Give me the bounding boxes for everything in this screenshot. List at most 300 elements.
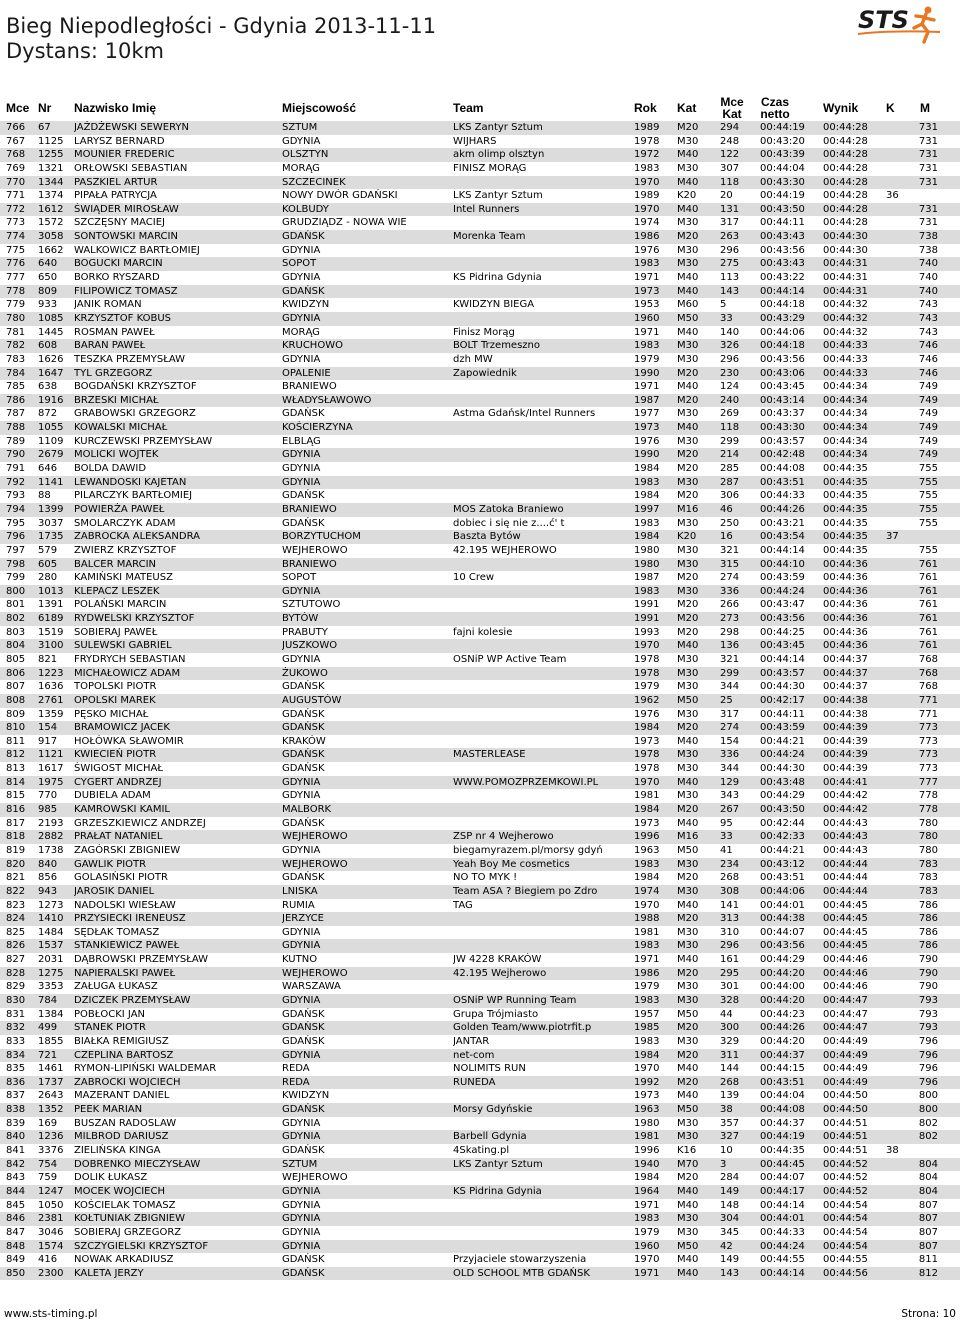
cell-m-place: 749 bbox=[918, 435, 938, 447]
cell-name: WALKOWICZ BARTŁOMIEJ bbox=[74, 244, 200, 256]
cell-place: 808 bbox=[6, 694, 26, 706]
cell-bib: 1085 bbox=[38, 312, 64, 324]
table-row bbox=[0, 135, 960, 149]
cell-m-place: 755 bbox=[918, 503, 938, 515]
cell-place: 838 bbox=[6, 1104, 26, 1116]
cell-name: LEWANDOSKI KAJETAN bbox=[74, 476, 187, 488]
cell-category-place: 357 bbox=[720, 1117, 740, 1129]
cell-name: RYDWELSKI KRZYSZTOF bbox=[74, 613, 195, 625]
cell-net-time: 00:44:29 bbox=[760, 790, 805, 802]
cell-category: M30 bbox=[677, 940, 699, 952]
cell-year: 1983 bbox=[634, 340, 660, 352]
col-header-mce-kat-line2: Kat bbox=[722, 107, 742, 121]
cell-m-place: 746 bbox=[918, 353, 938, 365]
cell-net-time: 00:44:20 bbox=[760, 995, 805, 1006]
cell-bib: 1384 bbox=[38, 1008, 64, 1020]
cell-year: 1984 bbox=[634, 872, 660, 884]
cell-category: M16 bbox=[677, 503, 699, 515]
cell-bib: 88 bbox=[38, 490, 51, 502]
cell-year: 1983 bbox=[634, 517, 660, 529]
cell-category: M30 bbox=[677, 435, 699, 447]
table-row bbox=[0, 558, 960, 572]
table-row bbox=[0, 530, 960, 544]
cell-bib: 6189 bbox=[38, 613, 64, 625]
cell-team: LKS Zantyr Sztum bbox=[453, 122, 543, 133]
cell-category-place: 118 bbox=[720, 422, 740, 434]
cell-name: MOLICKI WOJTEK bbox=[74, 449, 159, 461]
table-row bbox=[0, 1130, 960, 1144]
cell-year: 1976 bbox=[634, 435, 660, 447]
cell-place: 839 bbox=[6, 1117, 26, 1129]
cell-name: KOWALSKI MICHAŁ bbox=[74, 422, 168, 434]
cell-m-place: 761 bbox=[918, 626, 938, 638]
cell-result: 00:44:52 bbox=[823, 1185, 868, 1197]
table-row bbox=[0, 735, 960, 749]
cell-net-time: 00:42:48 bbox=[760, 449, 805, 461]
cell-city: OLSZTYN bbox=[282, 149, 329, 161]
cell-year: 1978 bbox=[634, 653, 660, 665]
table-row bbox=[0, 721, 960, 735]
cell-result: 00:44:47 bbox=[823, 995, 868, 1006]
cell-net-time: 00:44:00 bbox=[760, 981, 805, 993]
cell-place: 787 bbox=[6, 408, 26, 420]
cell-year: 1992 bbox=[634, 1076, 660, 1088]
table-row bbox=[0, 271, 960, 285]
cell-place: 780 bbox=[6, 312, 26, 324]
cell-bib: 1519 bbox=[38, 626, 64, 638]
cell-m-place: 793 bbox=[918, 1022, 938, 1034]
table-row bbox=[0, 148, 960, 162]
cell-city: GDAŃSK bbox=[282, 490, 325, 502]
cell-category-place: 161 bbox=[720, 954, 740, 966]
cell-name: KRZYSZTOF KOBUS bbox=[74, 312, 171, 324]
cell-category-place: 230 bbox=[720, 367, 740, 379]
cell-category: M20 bbox=[677, 1049, 699, 1061]
cell-category-place: 25 bbox=[720, 694, 733, 706]
cell-place: 768 bbox=[6, 149, 26, 161]
cell-net-time: 00:44:29 bbox=[760, 954, 805, 966]
cell-m-place: 773 bbox=[918, 763, 938, 775]
cell-place: 822 bbox=[6, 885, 26, 897]
cell-place: 850 bbox=[6, 1267, 26, 1279]
cell-year: 1970 bbox=[634, 203, 660, 215]
cell-place: 814 bbox=[6, 776, 26, 788]
cell-category: M20 bbox=[677, 599, 699, 611]
table-row bbox=[0, 830, 960, 844]
cell-category: M30 bbox=[677, 162, 699, 174]
cell-year: 1973 bbox=[634, 285, 660, 297]
cell-category: M30 bbox=[677, 708, 699, 720]
cell-bib: 1247 bbox=[38, 1185, 64, 1197]
cell-net-time: 00:44:15 bbox=[760, 1063, 805, 1075]
cell-net-time: 00:44:17 bbox=[760, 1185, 805, 1197]
cell-place: 815 bbox=[6, 790, 26, 802]
cell-category: M50 bbox=[677, 1240, 699, 1252]
cell-year: 1984 bbox=[634, 722, 660, 734]
cell-city: REDA bbox=[282, 1063, 310, 1075]
cell-place: 792 bbox=[6, 476, 26, 488]
cell-name: BRAMOWICZ JACEK bbox=[74, 722, 170, 734]
cell-category: M30 bbox=[677, 340, 699, 352]
cell-year: 1960 bbox=[634, 1240, 660, 1252]
cell-bib: 1617 bbox=[38, 763, 64, 775]
cell-net-time: 00:43:56 bbox=[760, 353, 805, 365]
cell-year: 1957 bbox=[634, 1008, 660, 1020]
cell-city: BRANIEWO bbox=[282, 503, 337, 515]
cell-category: M30 bbox=[677, 408, 699, 420]
cell-place: 790 bbox=[6, 449, 26, 461]
cell-m-place: 738 bbox=[918, 244, 938, 256]
table-row bbox=[0, 1089, 960, 1103]
cell-year: 1986 bbox=[634, 967, 660, 979]
footer-url[interactable]: www.sts-timing.pl bbox=[4, 1308, 98, 1320]
cell-team: Yeah Boy Me cosmetics bbox=[453, 858, 570, 870]
cell-bib: 169 bbox=[38, 1117, 58, 1129]
cell-bib: 280 bbox=[38, 572, 58, 584]
cell-net-time: 00:43:56 bbox=[760, 613, 805, 625]
cell-category-place: 344 bbox=[720, 681, 740, 693]
cell-bib: 2031 bbox=[38, 954, 64, 966]
cell-year: 1983 bbox=[634, 858, 660, 870]
cell-place: 781 bbox=[6, 326, 26, 338]
cell-result: 00:44:43 bbox=[823, 844, 868, 856]
cell-result: 00:44:36 bbox=[823, 599, 868, 611]
cell-result: 00:44:50 bbox=[823, 1104, 868, 1116]
cell-category: M16 bbox=[677, 831, 699, 843]
cell-category-place: 269 bbox=[720, 408, 740, 420]
cell-category: M40 bbox=[677, 817, 699, 829]
cell-m-place: 731 bbox=[918, 162, 938, 174]
table-row bbox=[0, 1049, 960, 1063]
table-row bbox=[0, 312, 960, 326]
cell-m-place: 783 bbox=[918, 872, 938, 884]
cell-net-time: 00:44:18 bbox=[760, 299, 805, 311]
page-title: Bieg Niepodległości - Gdynia 2013-11-11 bbox=[6, 14, 437, 38]
cell-result: 00:44:35 bbox=[823, 531, 868, 543]
cell-year: 1971 bbox=[634, 1199, 660, 1211]
cell-name: MICHAŁOWICZ ADAM bbox=[74, 667, 181, 679]
table-row bbox=[0, 1144, 960, 1158]
cell-m-place: 802 bbox=[918, 1117, 938, 1129]
cell-place: 813 bbox=[6, 763, 26, 775]
cell-name: ZIELIŃSKA KINGA bbox=[74, 1145, 161, 1157]
cell-city: BRANIEWO bbox=[282, 558, 337, 570]
cell-net-time: 00:44:38 bbox=[760, 913, 805, 925]
cell-place: 801 bbox=[6, 599, 26, 611]
table-row bbox=[0, 1185, 960, 1199]
cell-name: BALCER MARCIN bbox=[74, 558, 157, 570]
cell-category-place: 300 bbox=[720, 1022, 740, 1034]
cell-category: M20 bbox=[677, 463, 699, 475]
cell-city: BRANIEWO bbox=[282, 381, 337, 393]
cell-result: 00:44:51 bbox=[823, 1145, 868, 1157]
cell-city: GDYNIA bbox=[282, 995, 321, 1006]
cell-team: Barbell Gdynia bbox=[453, 1131, 527, 1143]
cell-category: M20 bbox=[677, 122, 699, 133]
cell-city: BYTÓW bbox=[282, 613, 319, 625]
cell-name: DĄBROWSKI PRZEMYSŁAW bbox=[74, 954, 208, 966]
cell-category: M30 bbox=[677, 558, 699, 570]
cell-category-place: 315 bbox=[720, 558, 740, 570]
cell-place: 824 bbox=[6, 913, 26, 925]
cell-name: SĘDŁAK TOMASZ bbox=[74, 926, 160, 938]
cell-team: 42.195 Wejherowo bbox=[453, 967, 547, 979]
cell-m-place: 746 bbox=[918, 367, 938, 379]
cell-name: BRZESKI MICHAŁ bbox=[74, 394, 159, 406]
table-row bbox=[0, 585, 960, 599]
cell-m-place: 731 bbox=[918, 217, 938, 229]
table-row bbox=[0, 230, 960, 244]
col-header-m: M bbox=[920, 101, 930, 115]
cell-place: 833 bbox=[6, 1035, 26, 1047]
cell-place: 785 bbox=[6, 381, 26, 393]
cell-team: KWIDZYN BIEGA bbox=[453, 299, 535, 311]
cell-result: 00:44:28 bbox=[823, 176, 868, 188]
cell-net-time: 00:43:59 bbox=[760, 722, 805, 734]
table-row bbox=[0, 189, 960, 203]
table-row bbox=[0, 162, 960, 176]
cell-result: 00:44:36 bbox=[823, 613, 868, 625]
cell-result: 00:44:51 bbox=[823, 1117, 868, 1129]
cell-name: STANEK PIOTR bbox=[74, 1022, 146, 1034]
cell-year: 1991 bbox=[634, 613, 660, 625]
cell-city: GDAŃSK bbox=[282, 1254, 325, 1266]
cell-year: 1984 bbox=[634, 531, 660, 543]
cell-place: 766 bbox=[6, 122, 26, 133]
cell-year: 1983 bbox=[634, 585, 660, 597]
cell-m-place: 749 bbox=[918, 408, 938, 420]
cell-category: M40 bbox=[677, 1090, 699, 1102]
cell-name: KOŚCIELAK TOMASZ bbox=[74, 1199, 176, 1211]
cell-team: Team ASA ? Biegiem po Zdro bbox=[453, 885, 598, 897]
cell-year: 1984 bbox=[634, 490, 660, 502]
cell-result: 00:44:50 bbox=[823, 1090, 868, 1102]
cell-category-place: 328 bbox=[720, 995, 740, 1006]
cell-m-place: 761 bbox=[918, 572, 938, 584]
cell-category: M30 bbox=[677, 981, 699, 993]
cell-m-place: 780 bbox=[918, 817, 938, 829]
cell-name: SZCZYGIELSKI KRZYSZTOF bbox=[74, 1240, 209, 1252]
cell-category-place: 38 bbox=[720, 1104, 733, 1116]
cell-year: 1979 bbox=[634, 681, 660, 693]
cell-result: 00:44:32 bbox=[823, 299, 868, 311]
table-row bbox=[0, 967, 960, 981]
table-row bbox=[0, 926, 960, 940]
cell-place: 784 bbox=[6, 367, 26, 379]
cell-m-place: 740 bbox=[918, 285, 938, 297]
cell-net-time: 00:44:19 bbox=[760, 1131, 805, 1143]
cell-m-place: 771 bbox=[918, 694, 938, 706]
cell-place: 840 bbox=[6, 1131, 26, 1143]
table-row bbox=[0, 653, 960, 667]
cell-year: 1983 bbox=[634, 940, 660, 952]
cell-year: 1970 bbox=[634, 899, 660, 911]
cell-m-place: 796 bbox=[918, 1063, 938, 1075]
cell-category: M40 bbox=[677, 1063, 699, 1075]
footer-page-number: Strona: 10 bbox=[901, 1308, 956, 1320]
cell-place: 843 bbox=[6, 1172, 26, 1184]
cell-net-time: 00:44:37 bbox=[760, 1049, 805, 1061]
cell-m-place: 786 bbox=[918, 926, 938, 938]
cell-result: 00:44:35 bbox=[823, 463, 868, 475]
cell-name: KAMIŃSKI MATEUSZ bbox=[74, 572, 173, 584]
cell-net-time: 00:43:20 bbox=[760, 135, 805, 147]
cell-name: SULEWSKI GABRIEL bbox=[74, 640, 172, 652]
cell-place: 795 bbox=[6, 517, 26, 529]
table-row bbox=[0, 708, 960, 722]
cell-m-place: 755 bbox=[918, 544, 938, 556]
cell-city: GDYNIA bbox=[282, 653, 321, 665]
cell-place: 835 bbox=[6, 1063, 26, 1075]
table-row bbox=[0, 817, 960, 831]
cell-place: 828 bbox=[6, 967, 26, 979]
cell-m-place: 807 bbox=[918, 1226, 938, 1238]
cell-result: 00:44:42 bbox=[823, 790, 868, 802]
cell-team: NO TO MYK ! bbox=[453, 872, 518, 884]
cell-city: WARSZAWA bbox=[282, 981, 341, 993]
cell-m-place: 812 bbox=[918, 1267, 938, 1279]
cell-m-place: 802 bbox=[918, 1131, 938, 1143]
table-row bbox=[0, 476, 960, 490]
cell-team: Baszta Bytów bbox=[453, 531, 521, 543]
cell-team: KS Pidrina Gdynia bbox=[453, 1185, 542, 1197]
cell-city: KWIDZYN bbox=[282, 299, 330, 311]
cell-city: GDYNIA bbox=[282, 926, 321, 938]
cell-bib: 721 bbox=[38, 1049, 58, 1061]
cell-m-place: 796 bbox=[918, 1049, 938, 1061]
cell-category-place: 263 bbox=[720, 231, 740, 243]
cell-bib: 2193 bbox=[38, 817, 64, 829]
cell-year: 1983 bbox=[634, 476, 660, 488]
cell-m-place: 807 bbox=[918, 1213, 938, 1225]
cell-category: M60 bbox=[677, 299, 699, 311]
cell-net-time: 00:44:08 bbox=[760, 1104, 805, 1116]
cell-year: 1970 bbox=[634, 776, 660, 788]
cell-category-place: 131 bbox=[720, 203, 740, 215]
cell-net-time: 00:44:07 bbox=[760, 926, 805, 938]
cell-net-time: 00:43:56 bbox=[760, 940, 805, 952]
cell-category-place: 304 bbox=[720, 1213, 740, 1225]
cell-category-place: 274 bbox=[720, 572, 740, 584]
cell-net-time: 00:44:23 bbox=[760, 1008, 805, 1020]
cell-bib: 3058 bbox=[38, 231, 64, 243]
cell-name: NAPIERALSKI PAWEŁ bbox=[74, 967, 176, 979]
col-header-wynik: Wynik bbox=[823, 101, 859, 115]
cell-bib: 67 bbox=[38, 122, 51, 133]
cell-name: GOLASIŃSKI PIOTR bbox=[74, 872, 168, 884]
cell-year: 1978 bbox=[634, 135, 660, 147]
cell-team: Morenka Team bbox=[453, 231, 526, 243]
table-row bbox=[0, 326, 960, 340]
cell-result: 00:44:41 bbox=[823, 776, 868, 788]
cell-result: 00:44:35 bbox=[823, 476, 868, 488]
cell-name: KLEPACZ LESZEK bbox=[74, 585, 160, 597]
cell-place: 818 bbox=[6, 831, 26, 843]
cell-year: 1980 bbox=[634, 1117, 660, 1129]
cell-m-place: 800 bbox=[918, 1104, 938, 1116]
cell-year: 1971 bbox=[634, 1267, 660, 1279]
cell-net-time: 00:44:14 bbox=[760, 285, 805, 297]
cell-result: 00:44:31 bbox=[823, 272, 868, 284]
cell-result: 00:44:42 bbox=[823, 804, 868, 816]
cell-city: GDAŃSK bbox=[282, 722, 325, 734]
cell-net-time: 00:44:24 bbox=[760, 585, 805, 597]
cell-city: LNISKA bbox=[282, 885, 318, 897]
cell-net-time: 00:43:54 bbox=[760, 531, 805, 543]
table-row bbox=[0, 762, 960, 776]
cell-net-time: 00:43:45 bbox=[760, 381, 805, 393]
cell-year: 1973 bbox=[634, 735, 660, 747]
cell-m-place: 749 bbox=[918, 449, 938, 461]
cell-year: 1981 bbox=[634, 1131, 660, 1143]
cell-result: 00:44:36 bbox=[823, 572, 868, 584]
cell-category-place: 327 bbox=[720, 1131, 740, 1143]
table-row bbox=[0, 421, 960, 435]
cell-name: KWIECIEŃ PIOTR bbox=[74, 749, 157, 761]
cell-net-time: 00:44:04 bbox=[760, 162, 805, 174]
table-row bbox=[0, 1035, 960, 1049]
cell-name: DOBRENKO MIECZYSŁAW bbox=[74, 1158, 201, 1170]
runner-icon bbox=[914, 14, 934, 42]
cell-city: GDYNIA bbox=[282, 135, 321, 147]
cell-category-place: 136 bbox=[720, 640, 740, 652]
cell-result: 00:44:55 bbox=[823, 1254, 868, 1266]
cell-result: 00:44:31 bbox=[823, 285, 868, 297]
cell-city: GDAŃSK bbox=[282, 817, 325, 829]
cell-city: KUTNO bbox=[282, 954, 318, 966]
table-row bbox=[0, 844, 960, 858]
cell-year: 1972 bbox=[634, 149, 660, 161]
cell-city: MORĄG bbox=[282, 162, 320, 174]
cell-net-time: 00:44:55 bbox=[760, 1254, 805, 1266]
cell-result: 00:44:45 bbox=[823, 926, 868, 938]
cell-category: M40 bbox=[677, 1267, 699, 1279]
cell-m-place: 731 bbox=[918, 203, 938, 215]
cell-team: KS Pidrina Gdynia bbox=[453, 272, 542, 284]
cell-m-place: 793 bbox=[918, 1008, 938, 1020]
cell-bib: 759 bbox=[38, 1172, 58, 1184]
cell-year: 1989 bbox=[634, 190, 660, 202]
cell-year: 1996 bbox=[634, 831, 660, 843]
table-row bbox=[0, 626, 960, 640]
cell-category-place: 285 bbox=[720, 463, 740, 475]
cell-result: 00:44:33 bbox=[823, 340, 868, 352]
cell-bib: 646 bbox=[38, 463, 58, 475]
table-row bbox=[0, 639, 960, 653]
cell-m-place: 755 bbox=[918, 476, 938, 488]
cell-result: 00:44:28 bbox=[823, 190, 868, 202]
cell-bib: 1737 bbox=[38, 1076, 64, 1088]
cell-place: 773 bbox=[6, 217, 26, 229]
cell-name: OPOLSKI MAREK bbox=[74, 694, 156, 706]
table-row bbox=[0, 448, 960, 462]
cell-net-time: 00:43:51 bbox=[760, 476, 805, 488]
cell-place: 821 bbox=[6, 872, 26, 884]
cell-category-place: 307 bbox=[720, 162, 740, 174]
cell-place: 791 bbox=[6, 463, 26, 475]
cell-result: 00:44:30 bbox=[823, 244, 868, 256]
cell-year: 1977 bbox=[634, 408, 660, 420]
cell-city: GDYNIA bbox=[282, 353, 321, 365]
cell-bib: 917 bbox=[38, 735, 58, 747]
cell-bib: 1574 bbox=[38, 1240, 64, 1252]
col-header-nr: Nr bbox=[38, 101, 52, 115]
cell-year: 1978 bbox=[634, 763, 660, 775]
cell-m-place: 783 bbox=[918, 885, 938, 897]
cell-category: M20 bbox=[677, 913, 699, 925]
table-row bbox=[0, 203, 960, 217]
cell-place: 842 bbox=[6, 1158, 26, 1170]
